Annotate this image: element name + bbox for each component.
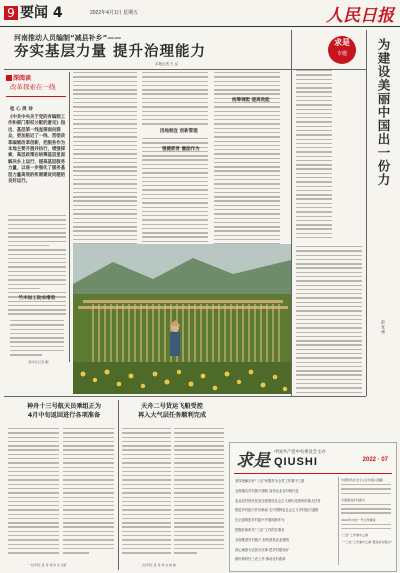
sidebar-body-top — [296, 70, 332, 241]
qiushi-logo: 求是 — [236, 451, 270, 471]
commentary-author: 桂 心 周 诗 — [10, 107, 33, 112]
qiushi-headline: 全面推进乡村振兴 加快建设农业强国 — [235, 537, 289, 542]
column-divider-1 — [69, 72, 70, 362]
qiushi-headline: 做好新时代三农工作 推动农村改革 — [235, 557, 286, 562]
bottom-left-body-col-1 — [8, 428, 59, 556]
qiushi-headline: 坚持把解决好“三农”问题作为全党工作重中之重 — [235, 479, 305, 483]
bottom-mid-body-col-2 — [174, 428, 224, 556]
commentary-body — [8, 215, 66, 318]
lead-kicker: 河南推动人员编制“减县补乡”—— — [14, 34, 122, 42]
qiushi-rule — [234, 473, 392, 474]
bottom-left-title-1: 神舟十三号航天员乘组正为 — [26, 403, 102, 410]
masthead-logo: 人民日报 — [326, 6, 394, 26]
qiushi-side-text — [341, 484, 391, 494]
qiushi-side-item: “三农”工作重中之重 — [341, 533, 369, 538]
qiushi-side-text — [341, 524, 391, 530]
bamboo-drying-scene — [73, 244, 291, 394]
issue-date: 2022年4月1日 星期五 — [90, 10, 139, 16]
qiushi-side-item: 2022年中央一号文件解读 — [341, 517, 376, 522]
qiushi-side-item: 中国特色社会主义乡村振兴道路 — [341, 478, 384, 482]
lead-subhead-1: 因地制宜 创新管理 — [160, 129, 198, 134]
qiushi-issue: 2022 · 07 — [362, 457, 388, 463]
bottom-divider-1 — [118, 400, 119, 570]
section-number: 9 — [4, 6, 18, 20]
bottom-mid-credits: 二位手机: 张 丹 刘 文 林 森 — [140, 563, 176, 567]
bottom-left-body-col-2 — [63, 428, 114, 556]
sidebar-badge-bottom: 专题 — [336, 51, 347, 57]
section-label: 要闻 4 — [20, 5, 63, 21]
bottom-mid-body-col-1 — [122, 428, 171, 556]
commentary-title: 改革探索在一线 — [10, 83, 56, 91]
qiushi-headline: 真心诚意为农民办实事 把乡村建设好 — [235, 547, 289, 552]
qiushi-org: 中国共产党中央委员会主办 — [274, 450, 326, 455]
qiushi-side-item: 一“三农”工作重中之重“推进乡村振兴” — [341, 540, 393, 545]
bottom-left-title-2: 4月中旬返回进行各项准备 — [27, 412, 101, 419]
bottom-mid-title-1: 天舟二号货运飞船受控 — [141, 403, 203, 410]
qiushi-headline: 推进乡村振兴开好新局 走中国特色社会主义乡村振兴道路 — [235, 508, 319, 513]
qiushi-headline: 农业农村现代化是全面建设社会主义现代化国家的重大任务 — [235, 498, 321, 503]
lead-body-col-2-top — [142, 72, 208, 128]
sidebar-divider — [291, 30, 292, 396]
bottom-rule — [4, 396, 366, 397]
sidebar-title: 为建设美丽中国出一份力 — [376, 38, 391, 187]
qiushi-headline: 全面落实乡村振兴战略 加快农业农村现代化 — [235, 488, 299, 493]
lead-headline: 夯实基层力量 提升治理能力 — [14, 44, 207, 60]
photo-caption: 竹木加工助农增收 — [18, 296, 56, 301]
bottom-left-credits: 一位手机: 张 丹 刘 许 左 吉好 — [28, 563, 67, 567]
qiushi-ad — [229, 442, 397, 572]
qiushi-divider — [338, 477, 339, 565]
feature-photo — [73, 244, 291, 394]
commentary-intro: 《中共中央关于党的有编制工作和部门职权分配的意见》指出，基层第一线直接面向群众，更加贴近了一线、贯彻改革编制改革创新，把服务作为本地主要开展并执行，增强探索，高层政策在统筹基层里面解决乡上运行，提高基层服务力量，以进一步强化了服务基层力量高效的机制建设问题的良好运行。 — [8, 115, 66, 185]
qiushi-side-list — [341, 477, 393, 546]
lead-subhead-2: 强健筋骨 激励作为 — [162, 147, 200, 152]
column-icon — [6, 75, 12, 81]
photo-credit: （新华社记者 摄） — [26, 360, 51, 364]
commentary-ribbon — [6, 96, 66, 97]
sidebar-divider-right — [366, 30, 367, 396]
qiushi-headline: 在全面推进乡村振兴中展现新作为 — [235, 518, 285, 523]
qiushi-side-text — [341, 504, 391, 514]
sidebar-essay — [296, 30, 368, 394]
lead-byline: 本报记者 王 汉 — [155, 62, 178, 66]
sidebar-author: 彭 张 勇 — [381, 320, 386, 335]
photo-caption-body — [10, 320, 64, 359]
qiushi-side-item: 全面推进乡村振兴 — [341, 497, 366, 502]
qiushi-headline-list — [235, 477, 335, 565]
bottom-mid-title-2: 再入大气层任务顺利完成 — [137, 412, 207, 419]
column-label: 深阅读 — [6, 73, 31, 82]
qiushi-headline: 把握好新时代“三农”工作的总要求 — [235, 527, 285, 532]
qiushi-name: QIUSHI — [274, 456, 318, 468]
sidebar-badge — [328, 36, 356, 64]
lead-subhead-3: 统筹调配 提高效能 — [232, 98, 270, 103]
sidebar-badge-top: 求是 — [334, 38, 350, 47]
sidebar-body-bottom — [296, 246, 362, 396]
page-header — [0, 0, 400, 27]
